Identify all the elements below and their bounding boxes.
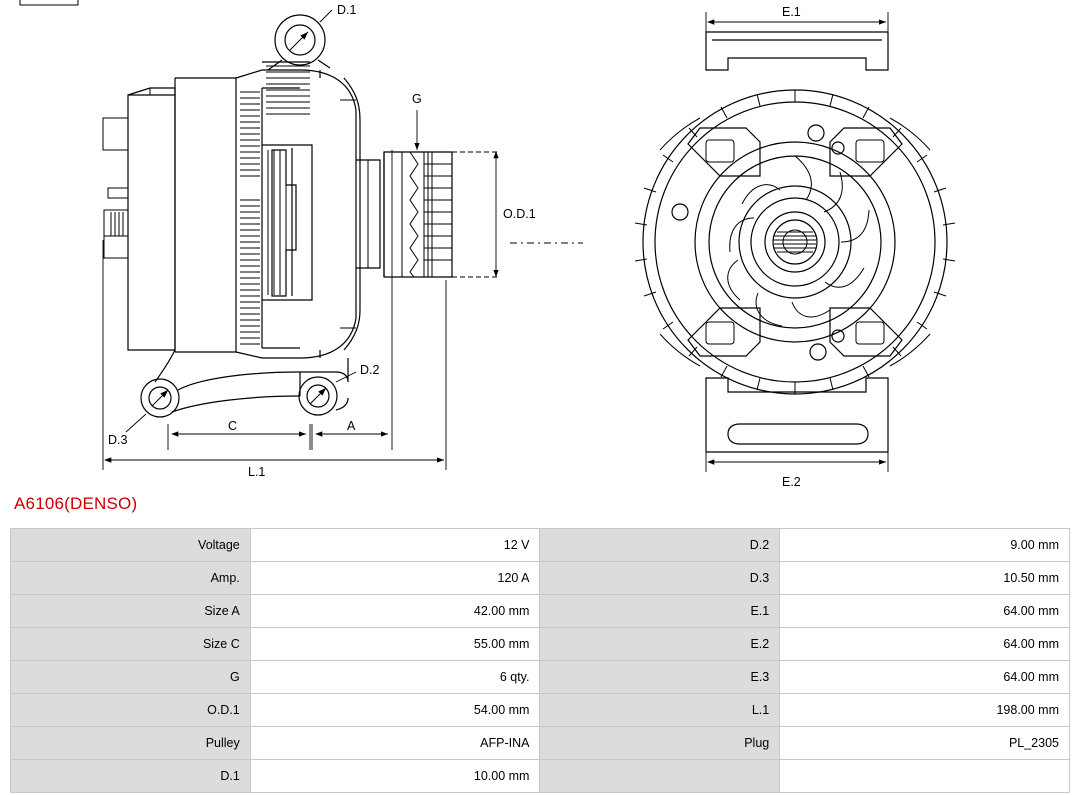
spec-label-2: D.2 — [540, 529, 780, 562]
table-row — [11, 595, 1070, 628]
spec-value: 42.00 mm — [250, 595, 540, 628]
spec-label: Size A — [11, 595, 251, 628]
spec-label-2: L.1 — [540, 694, 780, 727]
spec-label-2: E.2 — [540, 628, 780, 661]
spec-label-2: D.3 — [540, 562, 780, 595]
spec-label: D.1 — [11, 760, 251, 793]
spec-value-2: 10.50 mm — [780, 562, 1070, 595]
spec-value-2: 64.00 mm — [780, 661, 1070, 694]
spec-value-2: PL_2305 — [780, 727, 1070, 760]
spec-value-empty — [780, 760, 1070, 793]
label-c: C — [228, 419, 238, 433]
side-view-assembly — [103, 3, 583, 479]
spec-label: Amp. — [11, 562, 251, 595]
label-od1: O.D.1 — [503, 207, 536, 221]
label-g: G — [412, 92, 422, 106]
spec-label: Size C — [11, 628, 251, 661]
spec-value: 6 qty. — [250, 661, 540, 694]
spec-label-2: E.1 — [540, 595, 780, 628]
table-row — [11, 628, 1070, 661]
table-row — [11, 760, 1070, 793]
spec-value-2: 9.00 mm — [780, 529, 1070, 562]
table-row — [11, 661, 1070, 694]
table-row — [11, 727, 1070, 760]
pulley-profile — [384, 152, 452, 277]
spec-label: Voltage — [11, 529, 251, 562]
table-row — [11, 562, 1070, 595]
spec-label: Pulley — [11, 727, 251, 760]
spec-value: 10.00 mm — [250, 760, 540, 793]
label-l1: L.1 — [248, 465, 266, 479]
label-e1: E.1 — [782, 5, 801, 19]
page-title: A6106(DENSO) — [14, 494, 138, 513]
spec-label: O.D.1 — [11, 694, 251, 727]
spec-value: AFP-INA — [250, 727, 540, 760]
spec-value: 55.00 mm — [250, 628, 540, 661]
spec-value-2: 64.00 mm — [780, 595, 1070, 628]
table-row — [11, 694, 1070, 727]
label-e2: E.2 — [782, 475, 801, 489]
spec-value-2: 64.00 mm — [780, 628, 1070, 661]
spec-value: 12 V — [250, 529, 540, 562]
spec-label: G — [11, 661, 251, 694]
table-row — [11, 529, 1070, 562]
label-a: A — [347, 419, 356, 433]
spec-value: 120 A — [250, 562, 540, 595]
label-d2: D.2 — [360, 363, 380, 377]
spec-label-2: Plug — [540, 727, 780, 760]
crop-artifact-box — [20, 0, 78, 5]
front-view-assembly — [635, 5, 955, 489]
spec-value: 54.00 mm — [250, 694, 540, 727]
spec-label-empty — [540, 760, 780, 793]
label-d3: D.3 — [108, 433, 128, 447]
spec-label-2: E.3 — [540, 661, 780, 694]
specifications-table — [10, 528, 1070, 793]
spec-value-2: 198.00 mm — [780, 694, 1070, 727]
label-d1: D.1 — [337, 3, 357, 17]
